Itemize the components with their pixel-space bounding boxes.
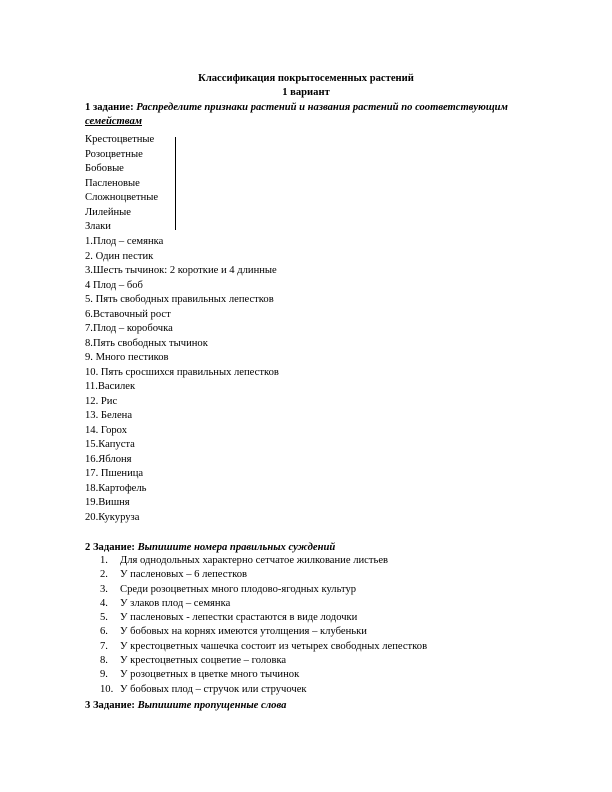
feature-item: 4 Плод – боб (85, 279, 143, 291)
divider-line (175, 137, 176, 230)
feature-item: 2. Один пестик (85, 250, 154, 262)
family-item: Бобовые (85, 163, 124, 174)
page-title: Классификация покрытосеменных растений (198, 73, 414, 84)
family-item: Лилейные (85, 206, 132, 218)
feature-item: 11.Василек (85, 381, 136, 392)
task2-label: 2 Задание: (85, 542, 135, 553)
feature-item: 6.Вставочный рост (85, 308, 171, 320)
feature-item: 19.Вишня (85, 497, 130, 508)
variant-label: 1 вариант (282, 87, 330, 98)
feature-item: 3.Шесть тычинок: 2 короткие и 4 длинные (85, 265, 277, 276)
family-item: Розоцветные (85, 148, 143, 160)
family-item: Сложноцветные (85, 192, 159, 203)
feature-item: 12. Рис (85, 395, 118, 407)
task1-instruction-line1: Распределите признаки растений и названия растений по соответствующим (136, 102, 508, 113)
feature-item: 15.Капуста (85, 439, 135, 450)
family-item: Пасленовые (85, 177, 140, 189)
task3-heading (85, 699, 286, 712)
feature-item: 17. Пшеница (85, 468, 144, 479)
task1-heading (85, 101, 508, 114)
feature-item: 5. Пять свободных правильных лепестков (85, 294, 274, 305)
feature-item: 16.Яблоня (85, 453, 132, 465)
task3-instruction: Выпишите пропущенные слова (137, 700, 287, 711)
feature-item: 14. Горох (85, 424, 128, 436)
feature-item: 1.Плод – семянка (85, 236, 164, 247)
feature-item: 13. Белена (85, 410, 133, 421)
task1-instruction-line2: семействам (85, 116, 143, 127)
feature-item: 7.Плод – коробочка (85, 323, 173, 334)
feature-item: 8.Пять свободных тычинок (85, 337, 208, 349)
task3-label: 3 Задание: (85, 700, 135, 711)
family-item: Крестоцветные (85, 134, 155, 145)
task2-instruction: Выпишите номера правильных суждений (137, 542, 336, 553)
feature-item: 9. Много пестиков (85, 352, 169, 363)
family-item: Злаки (85, 221, 111, 232)
feature-item: 18.Картофель (85, 482, 147, 494)
feature-item: 10. Пять сросшихся правильных лепестков (85, 366, 279, 378)
task2-heading (85, 541, 335, 554)
task1-label: 1 задание: (85, 102, 134, 113)
feature-item: 20.Кукуруза (85, 511, 140, 523)
